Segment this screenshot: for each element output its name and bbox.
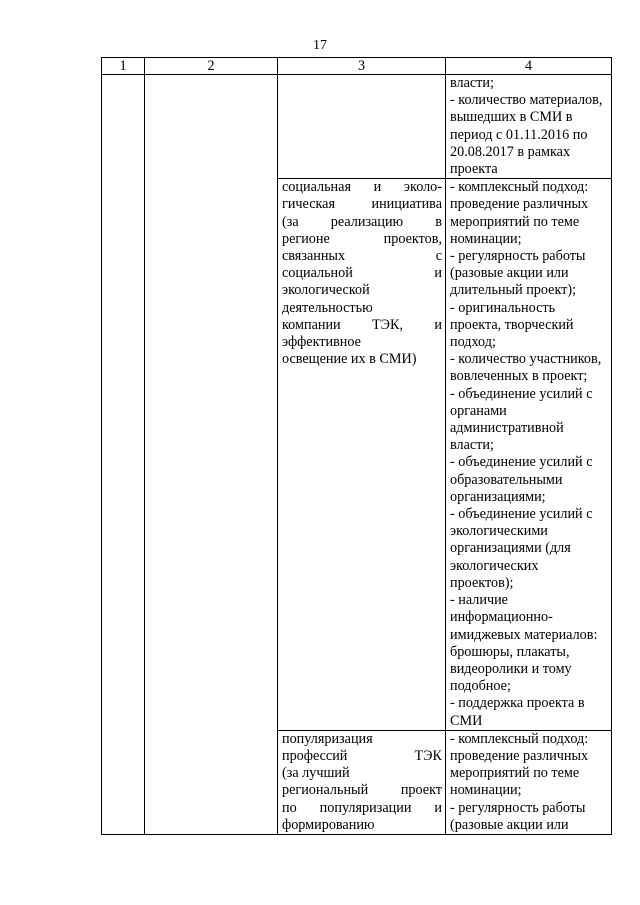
cell-text-line: - количество материалов, (450, 92, 603, 109)
cell-text-line: деятельностью (282, 299, 373, 316)
cell-text-line: 20.08.2017 в рамках (450, 143, 571, 160)
header-col-1: 1 (102, 58, 145, 75)
cell-text-line: экологических (450, 557, 539, 574)
cell-text-line: вовлеченных в проект; (450, 368, 588, 385)
row3-nomination-cell (278, 730, 446, 834)
row3-criteria-cell (446, 730, 612, 834)
row1-col3-cell (278, 75, 446, 179)
cell-text-line: (за лучший (282, 765, 350, 782)
row1-criteria-cell (446, 75, 612, 179)
cell-text-line: СМИ (450, 712, 483, 729)
cell-text-line: - регулярность работы (450, 799, 586, 816)
cell-text-line: - комплексный подход: (450, 179, 589, 196)
cell-text-line: эффективное (282, 334, 361, 351)
cell-text-line: - объединение усилий с (450, 454, 593, 471)
cell-text-line: (разовые акции или (450, 816, 569, 833)
cell-text-line: гическая инициатива (282, 196, 442, 213)
cell-text-line: компании ТЭК, и (282, 316, 442, 333)
page-number: 17 (313, 38, 327, 53)
cell-text-line: освещение их в СМИ) (282, 351, 417, 368)
cell-text-line: социальная и эколо- (282, 179, 442, 196)
cell-text-line: - комплексный подход: (450, 730, 589, 747)
cell-text-line: вышедших в СМИ в (450, 109, 573, 126)
cell-text-line: период с 01.11.2016 по (450, 126, 588, 143)
cell-text-line: социальной и (282, 265, 442, 282)
header-col-3: 3 (278, 58, 446, 75)
table-row (102, 75, 612, 179)
cell-text-line: проектов); (450, 574, 514, 591)
cell-text-line: - объединение усилий с (450, 385, 593, 402)
cell-text-line: проведение различных (450, 196, 589, 213)
cell-text-line: мероприятий по теме (450, 213, 580, 230)
cell-text-line: видеоролики и тому (450, 660, 572, 677)
cell-text-line: организациями; (450, 488, 546, 505)
cell-text-line: (разовые акции или (450, 265, 569, 282)
cell-text-line: по популяризации и (282, 799, 442, 816)
cell-text-line: номинации; (450, 230, 522, 247)
cell-text-line: власти; (450, 75, 494, 91)
cell-text-line: органами (450, 402, 507, 419)
cell-text-line: информационно- (450, 609, 553, 626)
cell-text-line: экологическими (450, 523, 548, 540)
cell-text-line: - объединение усилий с (450, 506, 593, 523)
cell-text-line: брошюры, плакаты, (450, 643, 570, 660)
cell-text-line: регионе проектов, (282, 230, 442, 247)
cell-text-line: подход; (450, 334, 496, 351)
cell-text-line: образовательными (450, 471, 563, 488)
cell-text-line: связанных с (282, 248, 442, 265)
cell-text-line: - оригинальность (450, 299, 556, 316)
cell-text-line: профессий ТЭК (282, 747, 442, 764)
cell-text-line: проекта (450, 161, 498, 178)
cell-text-line: подобное; (450, 678, 511, 695)
cell-text-line: проекта, творческий (450, 316, 574, 333)
cell-text-line: - поддержка проекта в (450, 695, 585, 712)
row2-criteria-cell (446, 179, 612, 731)
cell-text-line: экологической (282, 282, 370, 299)
cell-text-line: власти; (450, 437, 494, 454)
cell-text-line: номинации; (450, 782, 522, 799)
cell-text-line: организациями (для (450, 540, 571, 557)
row2-nomination-cell (278, 179, 446, 731)
cell-text-line: (за реализацию в (282, 213, 442, 230)
table-header-row (102, 58, 612, 75)
header-col-4: 4 (446, 58, 612, 75)
cell-text-line: административной (450, 420, 564, 437)
col-1-cell (102, 75, 145, 835)
cell-text-line: - регулярность работы (450, 248, 586, 265)
nominations-table (101, 57, 612, 835)
cell-text-line: длительный проект); (450, 282, 577, 299)
cell-text-line: региональный проект (282, 782, 442, 799)
cell-text-line: формированию (282, 816, 375, 833)
header-col-2: 2 (145, 58, 278, 75)
cell-text-line: - наличие (450, 592, 508, 609)
cell-text-line: популяризация (282, 730, 373, 747)
cell-text-line: - количество участников, (450, 351, 602, 368)
cell-text-line: проведение различных (450, 747, 589, 764)
col-2-cell (145, 75, 278, 835)
cell-text-line: мероприятий по теме (450, 765, 580, 782)
cell-text-line: имиджевых материалов: (450, 626, 598, 643)
